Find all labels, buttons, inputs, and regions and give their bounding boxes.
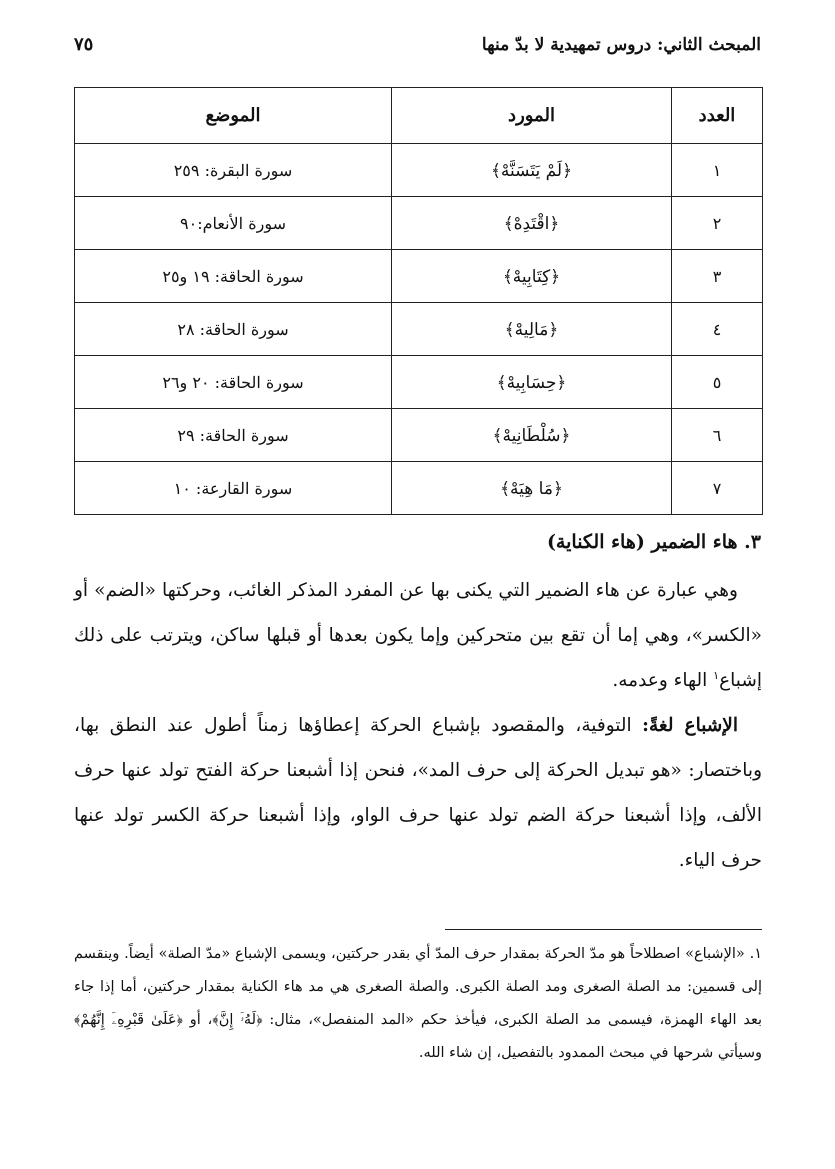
table-row [75, 409, 763, 462]
running-header [74, 34, 761, 55]
row-number: ٢ [672, 197, 763, 250]
row-location: سورة الحاقة: ١٩ و٢٥ [75, 250, 392, 303]
row-reference: ﴿كِتَابِيهْ﴾ [392, 250, 672, 303]
column-header-reference: المورد [392, 88, 672, 144]
paragraph-ishbaa [74, 703, 762, 883]
footnote-marker[interactable]: ١ [713, 668, 720, 682]
page-number: ٧٥ [74, 34, 94, 55]
row-number: ٥ [672, 356, 763, 409]
table-header-row [75, 88, 763, 144]
row-location: سورة الأنعام:٩٠ [75, 197, 392, 250]
row-location: سورة الحاقة: ٢٨ [75, 303, 392, 356]
ishbaa-term: الإشباع لغةً: [642, 715, 738, 736]
row-location: سورة الحاقة: ٢٠ و٢٦ [75, 356, 392, 409]
table-row [75, 144, 763, 197]
footnote-separator [445, 929, 762, 930]
row-reference: ﴿لَمْ يَتَسَنَّهْ﴾ [392, 144, 672, 197]
row-reference: ﴿حِسَابِيهْ﴾ [392, 356, 672, 409]
row-reference: ﴿اقْتَدِهْ﴾ [392, 197, 672, 250]
row-location: سورة البقرة: ٢٥٩ [75, 144, 392, 197]
row-reference: ﴿مَا هِيَهْ﴾ [392, 462, 672, 515]
table-row [75, 462, 763, 515]
section-heading: ٣. هاء الضمير (هاء الكناية) [546, 531, 761, 553]
paragraph-definition [74, 568, 762, 703]
table-row [75, 250, 763, 303]
paragraph-definition-text-b: الهاء وعدمه. [612, 670, 714, 691]
footnote-text: ١. «الإشباع» اصطلاحاً هو مدّ الحركة بمقدار حرف المدّ أي بقدر حركتين، ويسمى الإشباع «مدّ الصلة» أيضاً. وينقسم إلى قسمين: مد الصلة الصغرى ومد الصلة الكبرى. والصلة الصغرى هي مد هاء الكناية بمقدار حركتين، أما إذا جاء بعد الهاء الهمزة، فيسمى مد الصلة الكبرى، فيأخذ حكم «المد المنفصل»، مثال: ﴿لَهُۥٓ إِنَّ﴾، أو ﴿عَلَىٰ قَبْرِهِۦٓ إِنَّهُمْ﴾ وسيأتي شرحها في مبحث الممدود بالتفصيل، إن شاء الله. [74, 946, 762, 1061]
row-location: سورة الحاقة: ٢٩ [75, 409, 392, 462]
quran-references-table [74, 87, 763, 515]
column-header-location: الموضع [75, 88, 392, 144]
row-number: ٦ [672, 409, 763, 462]
row-number: ٤ [672, 303, 763, 356]
row-location: سورة القارعة: ١٠ [75, 462, 392, 515]
table-row [75, 197, 763, 250]
table-row [75, 303, 763, 356]
row-number: ١ [672, 144, 763, 197]
body-text [74, 568, 762, 883]
header-title: المبحث الثاني: دروس تمهيدية لا بدّ منها [481, 34, 761, 55]
column-header-number: العدد [672, 88, 763, 144]
row-number: ٣ [672, 250, 763, 303]
row-reference: ﴿سُلْطَانِيهْ﴾ [392, 409, 672, 462]
row-reference: ﴿مَالِيهْ﴾ [392, 303, 672, 356]
paragraph-ishbaa-text: التوفية، والمقصود بإشباع الحركة إعطاؤها زمناً أطول عند النطق بها، وباختصار: «هو تبديل الحركة إلى حرف المد»، فنحن إذا أشبعنا حركة الفتح تولد عنها حرف الألف، وإذا أشبعنا حركة الضم تولد عنها حرف الواو، وإذا أشبعنا حركة الكسر تولد عنها حرف الياء. [74, 715, 762, 871]
footnote [74, 938, 762, 1070]
table-row [75, 356, 763, 409]
row-number: ٧ [672, 462, 763, 515]
paragraph-definition-text-a: وهي عبارة عن هاء الضمير التي يكنى بها عن المفرد المذكر الغائب، وحركتها «الضم» أو «الكسر»، وهي إما أن تقع بين متحركين وإما يكون بعدها أو قبلها ساكن، ويترتب على ذلك إشباع [74, 580, 762, 691]
